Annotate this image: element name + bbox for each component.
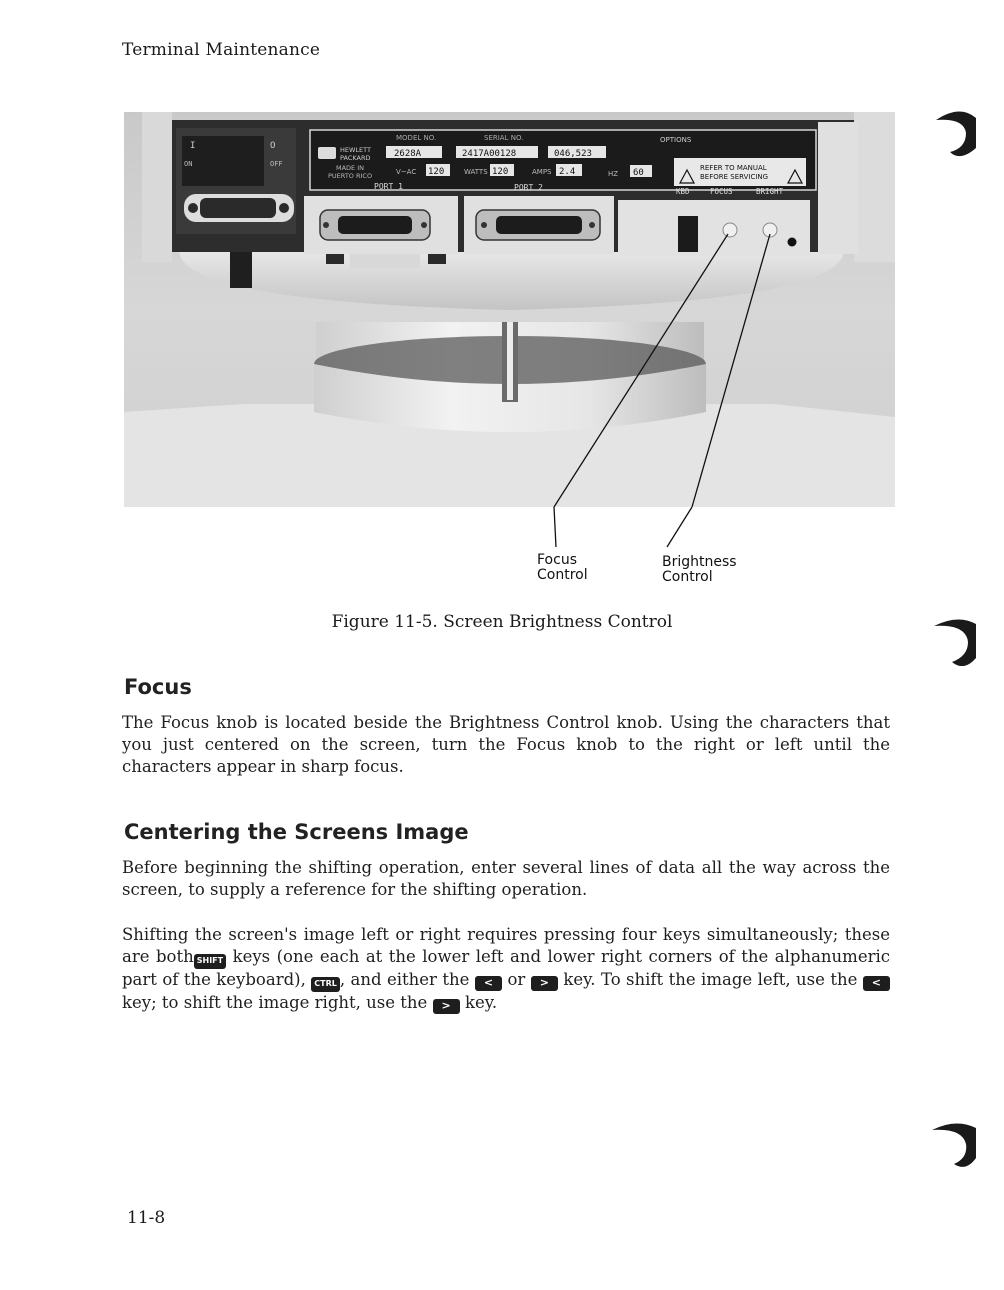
hz-label: HZ bbox=[608, 170, 619, 178]
vac-value: 120 bbox=[428, 167, 445, 177]
page-number: 11-8 bbox=[127, 1208, 166, 1228]
left-arrow-key-icon: < bbox=[475, 976, 502, 991]
p2-text-5: key. To shift the image left, use the bbox=[557, 970, 863, 989]
made-in-line2: PUERTO RICO bbox=[328, 172, 373, 180]
centering-paragraph-2 bbox=[122, 924, 890, 1014]
binder-tab-mark-icon bbox=[930, 616, 976, 666]
p2-text-7: key. bbox=[459, 993, 498, 1012]
bright-label: BRIGHT bbox=[756, 187, 784, 196]
right-arrow-key-icon: > bbox=[531, 976, 558, 991]
p2-text-4: or bbox=[502, 970, 531, 989]
ctrl-key-icon: CTRL bbox=[311, 977, 340, 992]
running-head: Terminal Maintenance bbox=[122, 40, 321, 60]
left-arrow-key-icon: < bbox=[863, 976, 890, 991]
amps-value: 2.4 bbox=[559, 167, 576, 177]
vac-label: V~AC bbox=[396, 168, 417, 176]
focus-paragraph: The Focus knob is located beside the Brightness Control knob. Using the characters that you just centered on the screen, turn the Focus knob to the right or left until the characters appear in sharp focus. bbox=[122, 713, 890, 776]
port2-label: PORT 2 bbox=[514, 183, 543, 192]
brand-line1: HEWLETT bbox=[340, 146, 371, 154]
brightness-control-callout: Brightness Control bbox=[662, 554, 737, 585]
right-arrow-key-icon: > bbox=[433, 999, 460, 1014]
amps-label: AMPS bbox=[532, 168, 552, 176]
kbd-label: KBD bbox=[676, 187, 690, 196]
centering-paragraph-1: Before beginning the shifting operation, enter several lines of data all the way across the screen, to supply a reference for the shifting operation. bbox=[122, 858, 890, 899]
figure-caption: Figure 11-5. Screen Brightness Control bbox=[331, 612, 673, 632]
model-no-label: MODEL NO. bbox=[396, 134, 437, 142]
binder-tab-mark-icon bbox=[930, 108, 976, 158]
warning-line1: REFER TO MANUAL bbox=[700, 164, 767, 172]
focus-label: FOCUS bbox=[710, 187, 733, 196]
made-in-line1: MADE IN bbox=[336, 164, 365, 172]
options-label: OPTIONS bbox=[660, 136, 692, 144]
switch-o-label: O bbox=[270, 141, 276, 151]
p2-text-2: keys (one each at the lower left and lower right corners of the alphanumeric part of the keyboard), bbox=[122, 947, 890, 989]
switch-i-label: I bbox=[190, 141, 196, 151]
switch-on-label: ON bbox=[184, 160, 193, 168]
focus-heading: Focus bbox=[124, 675, 192, 699]
binder-tab-mark-icon bbox=[930, 1118, 976, 1168]
p2-text-3: , and either the bbox=[339, 970, 475, 989]
serial-no-label: SERIAL NO. bbox=[484, 134, 524, 142]
port1-label: PORT 1 bbox=[374, 182, 403, 191]
warning-line2: BEFORE SERVICING bbox=[700, 173, 769, 181]
focus-control-callout: Focus Control bbox=[537, 552, 588, 583]
callout-leader-lines bbox=[124, 507, 895, 551]
option-value: 046,523 bbox=[554, 149, 592, 159]
p2-text-6: key; to shift the image right, use the bbox=[122, 993, 433, 1012]
hz-value: 60 bbox=[633, 168, 644, 178]
model-value: 2628A bbox=[394, 149, 422, 159]
switch-off-label: OFF bbox=[270, 160, 283, 168]
shift-key-icon: SHIFT bbox=[194, 954, 226, 969]
terminal-rear-photo bbox=[124, 112, 895, 507]
brand-line2: PACKARD bbox=[340, 154, 371, 162]
p2-text-1: Shifting the screen's image left or right requires pressing four keys simultaneously; these are both bbox=[122, 925, 890, 966]
watts-label: WATTS bbox=[464, 168, 488, 176]
serial-value: 2417A00128 bbox=[462, 149, 517, 159]
centering-heading: Centering the Screens Image bbox=[124, 820, 469, 844]
watts-value: 120 bbox=[492, 167, 509, 177]
